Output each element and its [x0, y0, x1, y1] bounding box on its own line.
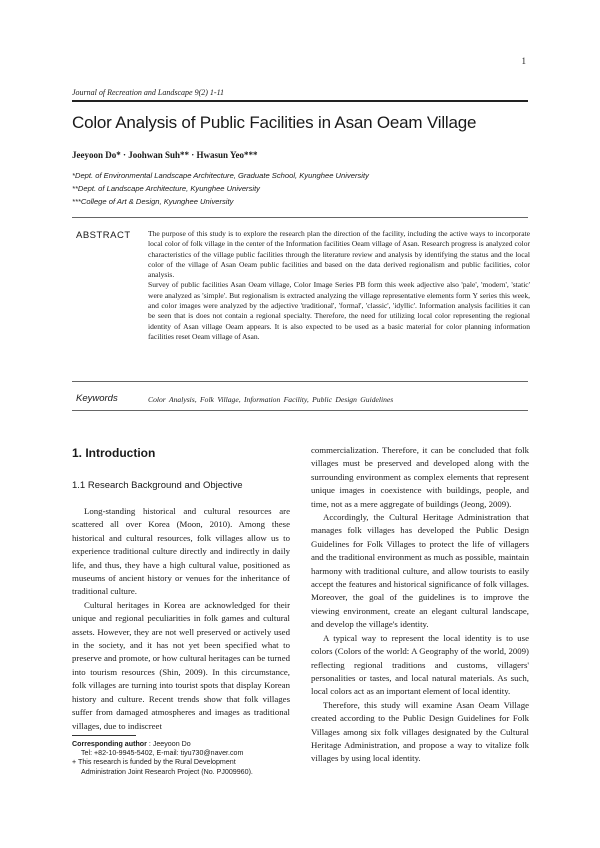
body-paragraph: Cultural heritages in Korea are acknowledged for their unique and regional peculiarities in folk games and cultural assets. However, they are not well preserved or actively used in the society, and it has not yet been specified what to preserve and promote, or how cultural heritages can be turned into tourism resources (Shin, 2009). In this circumstance, folk villages are turning into tourist spots that display Korean history and culture. Recent trends show that folk villages suffer from damaged atmospheres and images as traditional villages, due to indiscreet [72, 599, 290, 731]
contact-line: Tel: +82-10-9945-5402, E-mail: tiyu730@naver.com [81, 749, 244, 758]
keywords-top-rule [72, 381, 528, 382]
subsection-heading: 1.1 Research Background and Objective [72, 480, 243, 491]
body-paragraph: Long-standing historical and cultural resources are scattered all over Korea (Moon, 2010). Among these historical and cultural resources, folk villages allow us to experience traditional culture directly and indirectly in daily life, and thus, they have a high cultural value, positioned as museums of ancient history or venues for the inheritance of traditional culture. [72, 506, 290, 597]
funding-line-1: + This research is funded by the Rural Development [72, 758, 236, 767]
left-column [72, 505, 290, 733]
body-paragraph: Accordingly, the Cultural Heritage Administration that manages folk villages has developed the Public Design Guidelines for Folk Villages to protect the life of villagers and the traditional environment as much as possible, maintain harmony with traditional culture, and allow tourists to easily accept the features and historical significance of folk villages. Moreover, the goal of the guidelines is to improve the viewing environment, create an elegant cultural landscape, and develop the village's identity. [311, 512, 529, 630]
body-paragraph: A typical way to represent the local identity is to use colors (Colors of the world: A Geography of the world, 2009) reflecting regional traditions and customs, villagers' personalities or tastes, and local natural materials. As such, local colors act as an important element of local identity. [311, 632, 529, 697]
affiliation-3: ***College of Art & Design, Kyunghee University [72, 197, 234, 206]
paper-title: Color Analysis of Public Facilities in Asan Oeam Village [72, 113, 477, 132]
header-rule [72, 100, 528, 102]
footnote-rule [72, 735, 136, 736]
keywords-bottom-rule [72, 410, 528, 411]
body-paragraph: Therefore, this study will examine Asan Oeam Village created according to the Public Design Guidelines for Folk Villages among six folk villages designated by the Cultural Heritage Administration, and propose a way to vitalize folk villages by using local identity. [311, 699, 529, 764]
abstract-paragraph-1: The purpose of this study is to explore the research plan the direction of the facility, including the active ways to incorporate local color of folk village in the center of the Information facilities Oeam village of Asan. Research progress is analyzed color characteristics of the village public facilities through the literature review and analysis by identifying the status and the local color of the village of Asan Oeam public facilities and based on the data derived regionalism and public facilities, color analysis. [148, 229, 530, 280]
corresponding-author-line [72, 740, 253, 749]
journal-citation: Journal of Recreation and Landscape 9(2) 1-11 [72, 88, 224, 97]
affiliation-2: **Dept. of Landscape Architecture, Kyunghee University [72, 184, 260, 193]
affiliation-1: *Dept. of Environmental Landscape Architecture, Graduate School, Kyunghee University [72, 171, 369, 180]
affiliations [72, 169, 369, 208]
keywords-text: Color Analysis, Folk Village, Information Facility, Public Design Guidelines [148, 395, 394, 404]
corresponding-author-name: : Jeeyoon Do [148, 740, 191, 748]
abstract-top-rule [72, 217, 528, 218]
abstract-label: ABSTRACT [76, 230, 131, 241]
abstract-body [148, 229, 530, 342]
right-column [311, 444, 529, 766]
page-number: 1 [521, 56, 526, 66]
section-heading: 1. Introduction [72, 446, 156, 460]
footnotes [72, 740, 253, 777]
keywords-label: Keywords [76, 393, 118, 404]
author-list: Jeeyoon Do* · Joohwan Suh** · Hwasun Yeo*** [72, 150, 258, 160]
corresponding-author-label: Corresponding author [72, 740, 147, 748]
abstract-paragraph-2: Survey of public facilities Asan Oeam village, Color Image Series PB form this week adjective also 'pale', 'modern', 'static' were analyzed as 'simple'. But regionalism is extracted analyzing the village representative elements form Y series this week, and color images were analyzed by the adjective 'traditional', 'formal', 'classic', 'idyllic'. Information analysis facilities it can be seen that is does not contain a regional specialty. Therefore, the need for utilizing local color representing the regional identity of Asan village Oeam appears. It is also expected to be used as a basic material for color planning information facilities reset Oeam village of Asan. [148, 280, 530, 341]
body-paragraph: commercialization. Therefore, it can be concluded that folk villages must be preserved and developed along with the surrounding environment as complex elements that represent unique images in coexistence with buildings, people, and time, not as a mere aggregate of buildings (Jeong, 2009). [311, 445, 529, 509]
funding-line-2: Administration Joint Research Project (No. PJ009960). [81, 767, 253, 776]
